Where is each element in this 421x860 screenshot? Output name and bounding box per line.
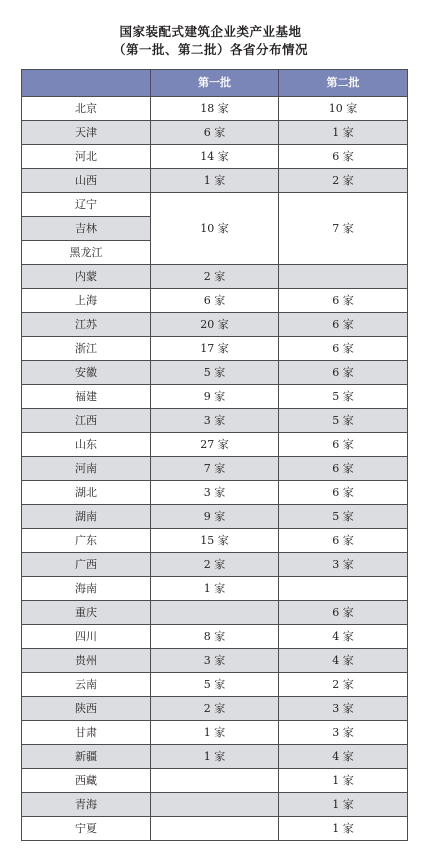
batch1-cell: 1 家 [151, 169, 279, 193]
batch1-cell [151, 793, 279, 817]
province-cell: 甘肃 [22, 721, 151, 745]
batch2-cell: 6 家 [279, 601, 408, 625]
table-row [22, 553, 408, 577]
batch1-cell: 15 家 [151, 529, 279, 553]
province-cell: 江西 [22, 409, 151, 433]
batch1-cell: 6 家 [151, 289, 279, 313]
table-row [22, 697, 408, 721]
province-cell: 重庆 [22, 601, 151, 625]
province-cell: 湖南 [22, 505, 151, 529]
table-subtitle: （第一批、第二批）各省分布情况 [112, 42, 308, 57]
province-cell: 海南 [22, 577, 151, 601]
batch1-cell: 1 家 [151, 577, 279, 601]
table-row [22, 817, 408, 841]
batch2-cell: 6 家 [279, 337, 408, 361]
batch2-cell: 1 家 [279, 817, 408, 841]
province-cell: 新疆 [22, 745, 151, 769]
province-cell: 广东 [22, 529, 151, 553]
table-row [22, 385, 408, 409]
batch2-cell: 2 家 [279, 169, 408, 193]
batch1-cell: 9 家 [151, 385, 279, 409]
table-row [22, 361, 408, 385]
batch1-cell: 17 家 [151, 337, 279, 361]
batch2-cell: 7 家 [279, 193, 408, 265]
province-cell: 西藏 [22, 769, 151, 793]
batch1-cell: 6 家 [151, 121, 279, 145]
batch2-cell: 1 家 [279, 769, 408, 793]
table-row [22, 409, 408, 433]
batch1-cell: 3 家 [151, 481, 279, 505]
batch1-cell: 2 家 [151, 265, 279, 289]
province-cell: 山东 [22, 433, 151, 457]
table-row [22, 481, 408, 505]
province-cell: 宁夏 [22, 817, 151, 841]
batch2-cell: 6 家 [279, 433, 408, 457]
batch2-cell: 5 家 [279, 385, 408, 409]
table-row [22, 193, 408, 217]
table-row [22, 529, 408, 553]
header-batch2: 第二批 [279, 70, 408, 97]
batch2-cell: 3 家 [279, 721, 408, 745]
province-cell: 湖北 [22, 481, 151, 505]
table-row [22, 169, 408, 193]
table-body [22, 97, 408, 841]
batch2-cell: 1 家 [279, 793, 408, 817]
province-cell: 北京 [22, 97, 151, 121]
province-cell: 江苏 [22, 313, 151, 337]
batch1-cell: 8 家 [151, 625, 279, 649]
batch1-cell: 3 家 [151, 409, 279, 433]
province-cell: 辽宁 [22, 193, 151, 217]
batch1-cell: 1 家 [151, 745, 279, 769]
province-cell: 黑龙江 [22, 241, 151, 265]
province-cell: 福建 [22, 385, 151, 409]
province-cell: 上海 [22, 289, 151, 313]
batch1-cell: 5 家 [151, 361, 279, 385]
batch1-cell [151, 817, 279, 841]
batch2-cell [279, 265, 408, 289]
batch2-cell: 4 家 [279, 649, 408, 673]
batch2-cell: 3 家 [279, 553, 408, 577]
table-title: 国家装配式建筑企业类产业基地 [119, 24, 302, 39]
table-row [22, 457, 408, 481]
province-cell: 浙江 [22, 337, 151, 361]
batch1-cell: 14 家 [151, 145, 279, 169]
table-row [22, 793, 408, 817]
table-row [22, 721, 408, 745]
batch1-cell: 9 家 [151, 505, 279, 529]
batch1-cell: 20 家 [151, 313, 279, 337]
batch2-cell: 6 家 [279, 289, 408, 313]
batch1-cell [151, 601, 279, 625]
province-cell: 河北 [22, 145, 151, 169]
batch1-cell: 18 家 [151, 97, 279, 121]
header-batch1: 第一批 [151, 70, 279, 97]
table-row [22, 601, 408, 625]
table-row [22, 673, 408, 697]
batch1-cell: 5 家 [151, 673, 279, 697]
province-cell: 云南 [22, 673, 151, 697]
table-row [22, 577, 408, 601]
table-row [22, 121, 408, 145]
batch1-cell: 7 家 [151, 457, 279, 481]
table-row [22, 769, 408, 793]
batch2-cell: 5 家 [279, 409, 408, 433]
batch2-cell: 3 家 [279, 697, 408, 721]
province-cell: 内蒙 [22, 265, 151, 289]
table-header-row [22, 70, 408, 97]
batch1-cell: 3 家 [151, 649, 279, 673]
province-cell: 四川 [22, 625, 151, 649]
batch2-cell: 10 家 [279, 97, 408, 121]
batch2-cell: 4 家 [279, 625, 408, 649]
batch1-cell: 27 家 [151, 433, 279, 457]
province-cell: 天津 [22, 121, 151, 145]
batch2-cell: 1 家 [279, 121, 408, 145]
province-cell: 陕西 [22, 697, 151, 721]
batch1-cell: 10 家 [151, 193, 279, 265]
table-row [22, 145, 408, 169]
table-row [22, 337, 408, 361]
batch1-cell: 1 家 [151, 721, 279, 745]
batch1-cell: 2 家 [151, 697, 279, 721]
province-cell: 贵州 [22, 649, 151, 673]
table-row [22, 433, 408, 457]
table-row [22, 649, 408, 673]
province-cell: 广西 [22, 553, 151, 577]
batch1-cell: 2 家 [151, 553, 279, 577]
province-cell: 吉林 [22, 217, 151, 241]
batch2-cell: 6 家 [279, 313, 408, 337]
batch2-cell: 6 家 [279, 145, 408, 169]
batch2-cell: 2 家 [279, 673, 408, 697]
table-row [22, 625, 408, 649]
table-row [22, 313, 408, 337]
batch2-cell: 6 家 [279, 481, 408, 505]
province-cell: 青海 [22, 793, 151, 817]
batch2-cell: 4 家 [279, 745, 408, 769]
table-row [22, 289, 408, 313]
batch2-cell [279, 577, 408, 601]
table-row [22, 265, 408, 289]
table-row [22, 745, 408, 769]
province-cell: 安徽 [22, 361, 151, 385]
province-cell: 山西 [22, 169, 151, 193]
batch2-cell: 6 家 [279, 457, 408, 481]
province-distribution-table [21, 69, 408, 841]
batch2-cell: 5 家 [279, 505, 408, 529]
header-province [22, 70, 151, 97]
batch2-cell: 6 家 [279, 529, 408, 553]
table-row [22, 97, 408, 121]
table-row [22, 505, 408, 529]
batch2-cell: 6 家 [279, 361, 408, 385]
batch1-cell [151, 769, 279, 793]
province-cell: 河南 [22, 457, 151, 481]
